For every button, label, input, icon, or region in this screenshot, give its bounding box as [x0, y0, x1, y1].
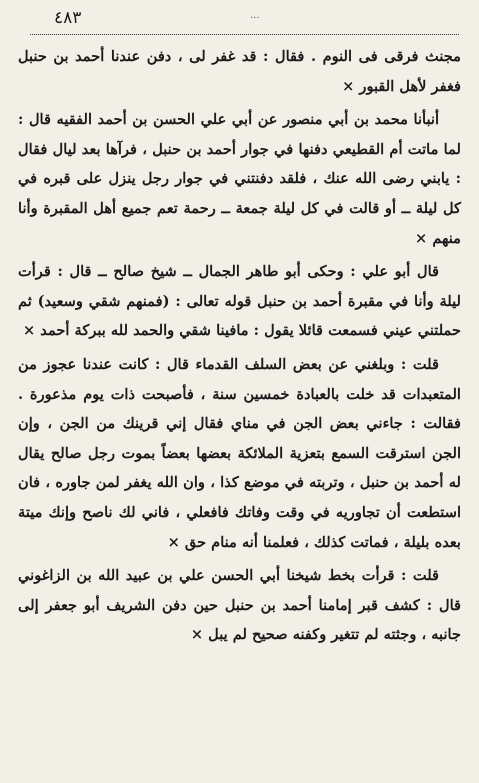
paragraph-4: قلت : وبلغني عن بعض السلف القدماء قال : كانت عندنا عجوز من المتعبدات قد خلت بالعبادة خمسين سنة ، فأصبحت ذات يوم مذعورة . فقالت : جاءني بعض الجن في مناي فقال إني قرينك من الجن ، وإن الجن استرقت السمع بتعزية الملائكة بعضها بعضاً بموت رجل صالح يقال له أحمد بن حنبل ، وتربته في موضع كذا ، وان الله يغفر لمن جاوره ، فان استطعت أن تجاوريه في وقت وفاتك فافعلي ، فاني لك ناصح وإنك ميتة بعده بليلة ، فماتت كذلك ، فعلمنا أنه منام حق ×: [18, 355, 461, 551]
page-number: ٤٨٣: [54, 8, 82, 28]
paragraph-3: قال أبو علي : وحكى أبو طاهر الجمال ــ شيخ صالح ــ قال : قرأت ليلة وأنا في مقبرة أحمد بن حنبل قوله تعالى : (فمنهم شقي وسعيد) ثم حملتني عيني فسمعت قائلا يقول : مافينا شقي والحمد لله ببركة أحمد ×: [18, 263, 461, 340]
page-header: [18, 0, 461, 34]
page-body: [18, 42, 461, 654]
header-mark: ...: [250, 10, 260, 21]
paragraph-2: أنبأنا محمد بن أبي منصور عن أبي علي الحسن بن أحمد الفقيه قال : لما ماتت أم القطيعي دفنها في جوار أحمد بن حنبل ، فرآها بعد ليال فقال : يابني رضى الله عنك ، فلقد دفنتني في جوار رجل ينزل على قبره في كل ليلة ــ أو قالت في كل ليلة جمعة ــ رحمة تعم جميع أهل المقبرة وأنا منهم ×: [18, 111, 461, 247]
paragraph-5: قلت : قرأت بخط شيخنا أبي الحسن علي بن عبيد الله بن الزاغوني قال : كشف قبر إمامنا أحمد بن حنبل حين دفن الشريف أبو جعفر إلى جانبه ، وجثته لم تتغير وكفنه صحيح لم يبل ×: [18, 567, 461, 644]
paragraph-1: مجنث فرقى فى النوم . فقال : قد غفر لى ، دفن عندنا أحمد بن حنبل فغفر لأهل القبور ×: [18, 48, 461, 95]
header-rule: [30, 34, 459, 35]
